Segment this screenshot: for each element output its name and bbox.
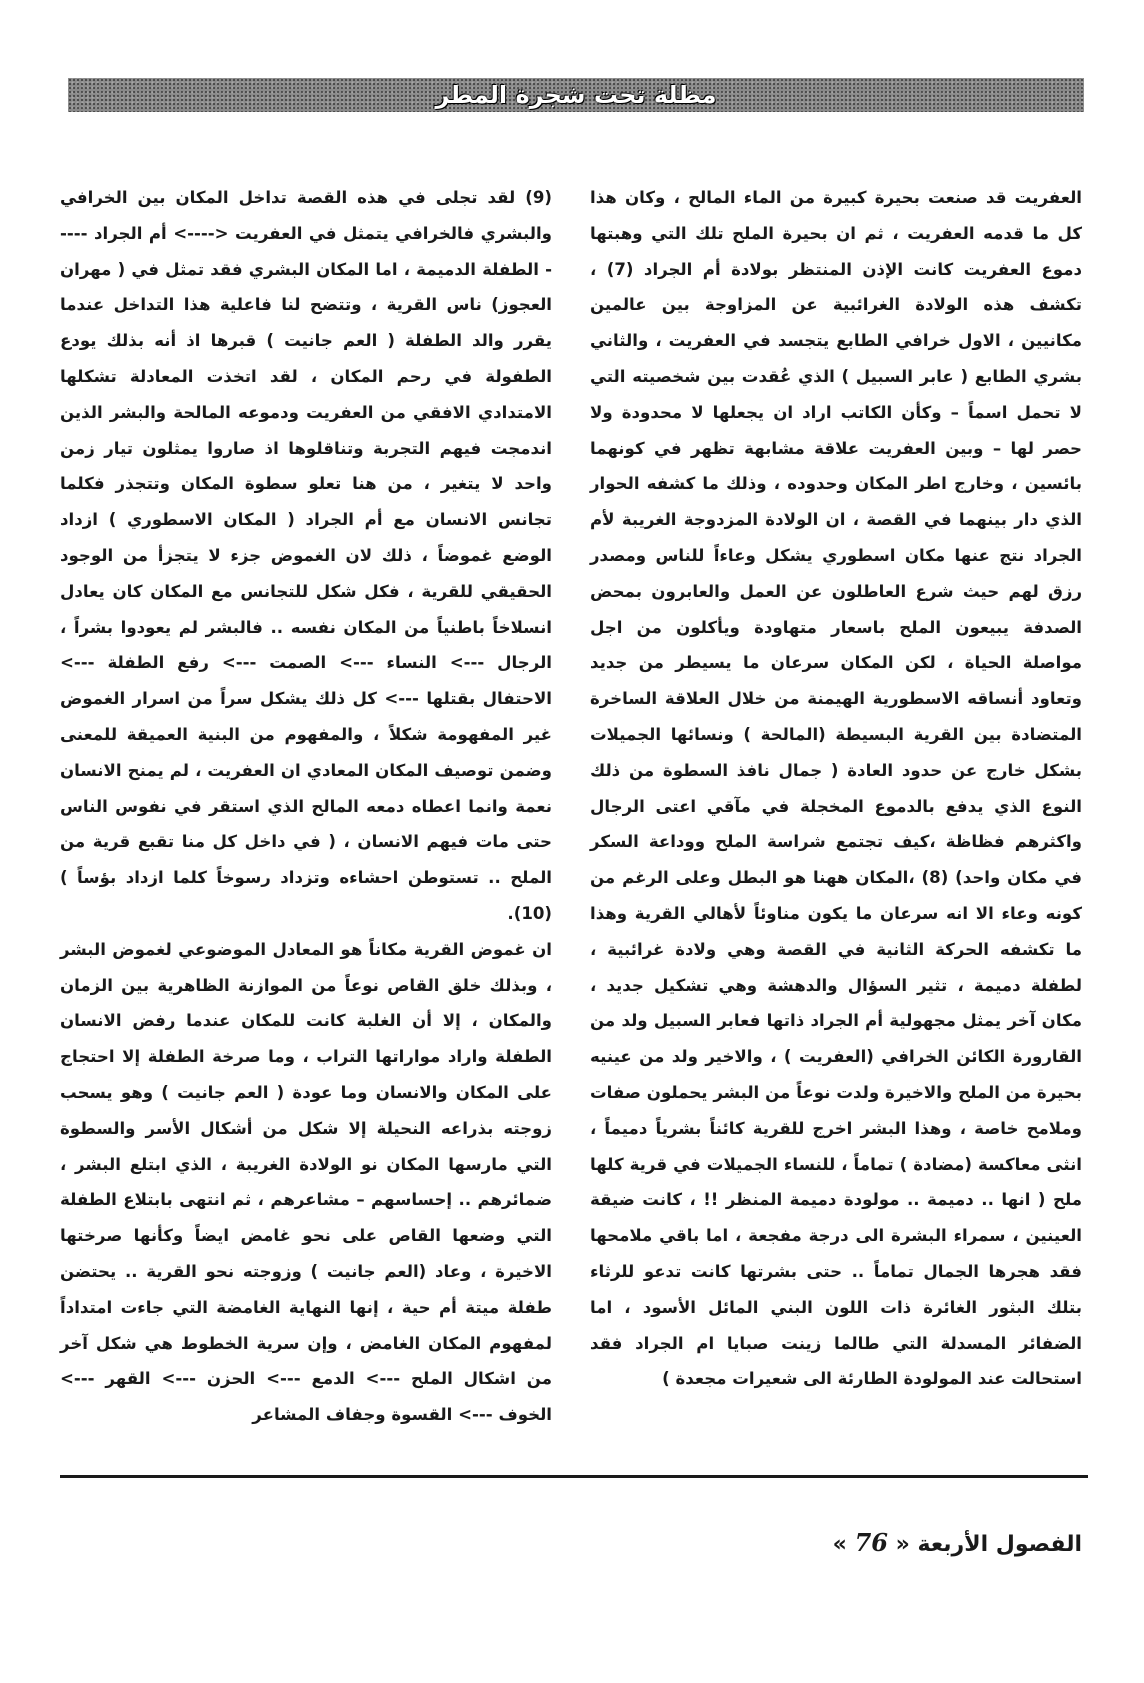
quote-close: » [832, 1532, 847, 1557]
running-header-title: مظلة تحت شجرة المطر [435, 81, 717, 109]
running-header-bar [68, 78, 1084, 112]
paragraph: ان غموض القرية مكاناً هو المعادل الموضوعي لغموض البشر ، وبذلك خلق القاص نوعاً من الموازنة الظاهرية بين الزمان والمكان ، إلا أن الغلبة كانت للمكان عندما رفض الانسان الطفلة واراد مواراتها التراب ، وما صرخة الطفلة إلا احتجاج على المكان والانسان وما عودة ( العم جانيت ) وهو يسحب زوجته بذراعه النحيلة إلا شكل من أشكال الأسر والسطوة التي مارسها المكان نو الولادة الغريبة ، الذي ابتلع البشر ، ضمائرهم .. إحساسهم – مشاعرهم ، ثم انتهى بابتلاع الطفلة التي وضعها القاص على نحو غامض ايضاً وكأنها صرختها الاخيرة ، وعاد (العم جانيت ) وزوجته نحو القرية .. يحتضن طفلة ميتة أم حية ، إنها النهاية الغامضة التي جاءت امتداداً لمفهوم المكان الغامض ، وإن سرية الخطوط هي شكل آخر من اشكال الملح ---> الدمع ---> الحزن ---> القهر ---> الخوف ---> القسوة وجفاف المشاعر [60, 939, 552, 1425]
footer-divider [60, 1475, 1088, 1478]
magazine-name: الفصول الأربعة [917, 1532, 1082, 1557]
paragraph: (9) لقد تجلى في هذه القصة تداخل المكان بين الخرافي والبشري فالخرافي يتمثل في العفريت <----> أم الجراد ----- الطفلة الدميمة ، اما المكان البشري فقد تمثل في ( مهران العجوز) ناس القرية ، وتتضح لنا فاعلية هذا التداخل عندما يقرر والد الطفلة ( العم جانيت ) قبرها اذ أنه بذلك يودع الطفولة في رحم المكان ، لقد اتخذت المعادلة تشكلها الامتدادي الافقي من العفريت ودموعه المالحة والبشر الذين اندمجت فيهم التجربة وتناقلوها اذ صاروا يمثلون تيار زمن واحد لا يتغير ، من هنا تعلو سطوة المكان وتتجذر فكلما تجانس الانسان مع أم الجراد ( المكان الاسطوري ) ازداد الوضع غموضاً ، ذلك لان الغموض جزء لا يتجزأ من الوجود الحقيقي للقرية ، فكل شكل للتجانس مع المكان كان يعادل انسلاخاً باطنياً من المكان نفسه .. فالبشر لم يعودوا بشراً ، الرجال ---> النساء ---> الصمت ---> رفع الطفلة ---> الاحتفال بقتلها ---> كل ذلك يشكل سراً من اسرار الغموض غير المفهومة شكلاً ، والمفهوم من البنية العميقة للمعنى وضمن توصيف المكان المعادي ان العفريت ، لم يمنح الانسان نعمة وانما اعطاه دمعه المالح الذي استقر في نفوس الناس حتى مات فيهم الانسان ، ( في داخل كل منا تقبع قرية من الملح .. تستوطن احشاءه وتزداد رسوخاً كلما ازداد بؤساً ) (10). [60, 188, 552, 923]
page-footer [833, 1528, 1082, 1557]
page-number: 76 [854, 1528, 888, 1557]
paragraph: العفريت قد صنعت بحيرة كبيرة من الماء المالح ، وكان هذا كل ما قدمه العفريت ، ثم ان بحيرة الملح تلك التي وهبتها دموع العفريت كانت الإذن المنتظر بولادة أم الجراد (7) ، تكشف هذه الولادة الغرائبية عن المزاوجة بين عالمين مكانيين ، الاول خرافي الطابع يتجسد في العفريت ، والثاني بشري الطابع ( عابر السبيل ) الذي عُقدت بين شخصيته التي لا تحمل اسماً – وكأن الكاتب اراد ان يجعلها لا محدودة ولا حصر لها – وبين العفريت علاقة مشابهة تظهر في كونهما بائسين ، وخارج اطر المكان وحدوده ، وذلك ما كشفه الحوار الذي دار بينهما في القصة ، ان الولادة المزدوجة الغريبة لأم الجراد نتج عنها مكان اسطوري يشكل وعاءاً للناس ومصدر رزق لهم حيث شرع العاطلون عن العمل والعابرون بمحض الصدفة يبيعون الملح باسعار متهاودة ويأكلون من اجل مواصلة الحياة ، لكن المكان سرعان ما يسيطر من جديد وتعاود أنساقه الاسطورية الهيمنة من خلال العلاقة الساخرة المتضادة بين القرية البسيطة (المالحة ) ونسائها الجميلات بشكل خارج عن حدود العادة ( جمال نافذ السطوة من ذلك النوع الذي يدفع بالدموع المخجلة في مآقي اعتى الرجال واكثرهم فظاظة ،كيف تجتمع شراسة الملح ووداعة السكر في مكان واحد) (8) ،المكان ههنا هو البطل وعلى الرغم من كونه وعاء الا انه سرعان ما يكون مناوئاً لأهالي القرية وهذا ما تكشفه الحركة الثانية في القصة وهي ولادة غرائبية ، لطفلة دميمة ، تثير السؤال والدهشة وهي تشكيل جديد ، مكان آخر يمثل مجهولية أم الجراد ذاتها فعابر السبيل ولد من القارورة الكائن الخرافي (العفريت ) ، والاخير ولد من عينيه بحيرة من الملح والاخيرة ولدت نوعاً من البشر يحملون صفات وملامح خاصة ، وهذا البشر اخرج للقرية كائناً بشرياً دميماً ، انثى معاكسة (مضادة ) تماماً ، للنساء الجميلات في قرية كلها ملح ( انها .. دميمة .. مولودة دميمة المنظر !! ، كانت ضيقة العينين ، سمراء البشرة الى درجة مفجعة ، اما باقي ملامحها فقد هجرها الجمال تماماً .. حتى بشرتها كانت تدعو للرثاء بتلك البثور الغائرة ذات اللون البني المائل الأسود ، اما الضفائر المسدلة التي طالما زينت صبايا ام الجراد فقد استحالت عند المولودة الطارئة الى شعيرات مجعدة ) [590, 188, 1082, 1389]
text-column-right [590, 180, 1082, 1397]
quote-open: « [895, 1532, 910, 1557]
text-column-left [60, 180, 552, 1433]
